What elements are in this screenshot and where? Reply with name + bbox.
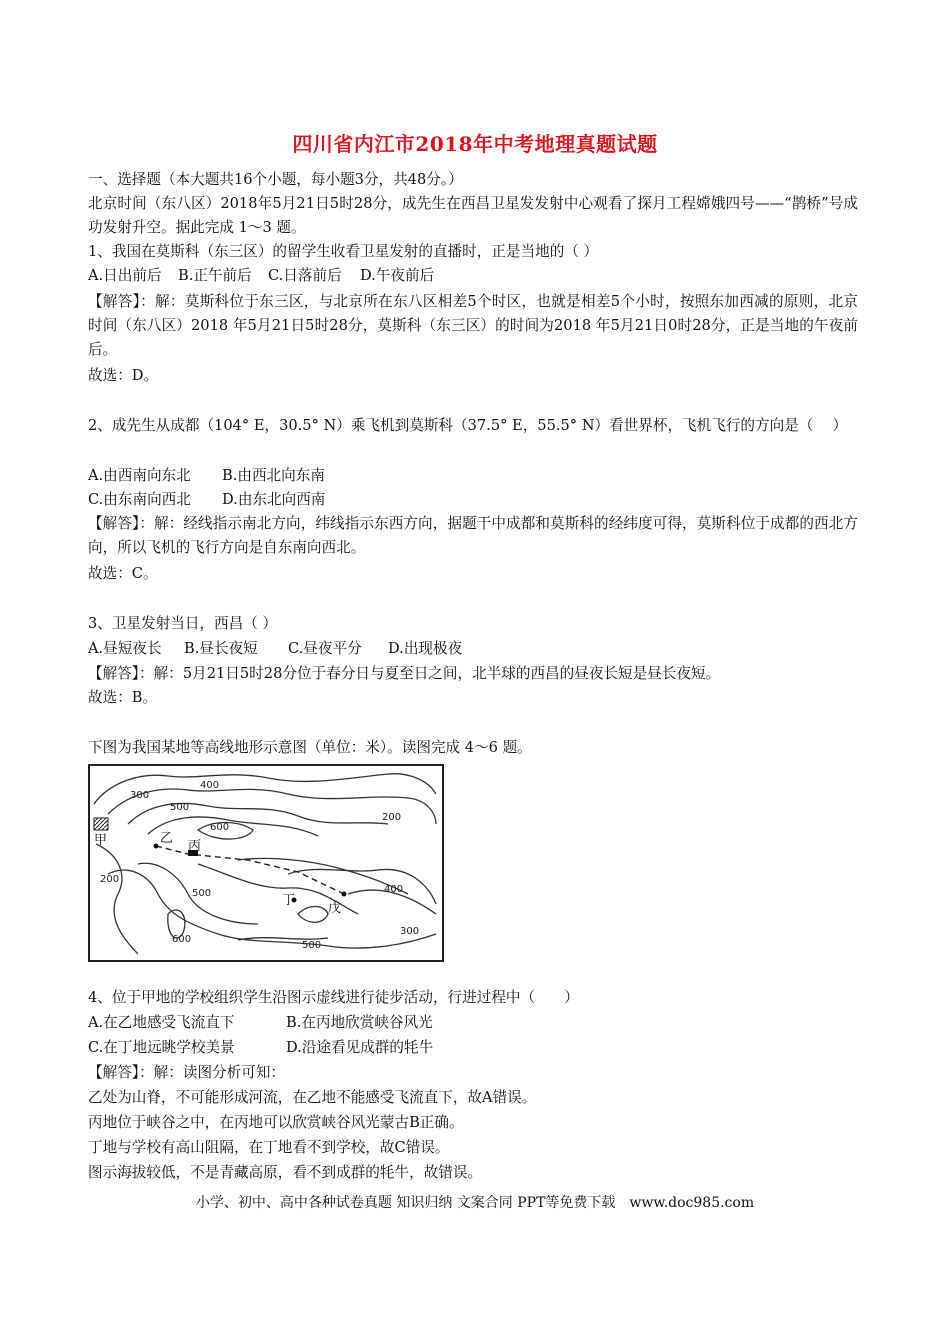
question-4-options-row-1 <box>88 1011 858 1035</box>
option-c: C.昼夜平分 <box>288 640 362 657</box>
analysis-line: 丁地与学校有高山阻隔，在丁地看不到学校，故C错误。 <box>88 1139 450 1156</box>
label-jia: 甲 <box>94 833 108 848</box>
question-3-stem: 3、卫星发射当日，西昌（ ） <box>88 615 278 632</box>
question-1-stem: 1、我国在莫斯科（东三区）的留学生收看卫星发射的直播时，正是当地的（ ） <box>88 243 599 260</box>
intro-paragraph-1: 北京时间（东八区）2018年5月21日5时28分，成先生在西昌卫星发发射中心观看了探月工程嫦娥四号——“鹊桥”号成功发射升空。据此完成 1～3 题。 <box>88 195 858 236</box>
contour-label: 600 <box>210 822 230 833</box>
question-2-choice: 故选：C。 <box>88 565 158 582</box>
contour-label: 400 <box>384 884 404 895</box>
option-d: D.由东北向西南 <box>222 491 326 508</box>
option-a: A.日出前后 <box>88 267 162 284</box>
label-yi: 乙 <box>160 831 174 846</box>
point-wu-marker <box>342 892 347 897</box>
question-3-choice: 故选：B。 <box>88 689 158 706</box>
question-2-stem: 2、成先生从成都（104° E，30.5° N）乘飞机到莫斯科（37.5° E，55.5° N）看世界杯，飞机飞行的方向是（ ） <box>88 417 848 434</box>
contour-label: 200 <box>382 812 402 823</box>
contour-label: 500 <box>302 940 322 951</box>
question-1-options <box>88 264 858 288</box>
contour-label: 500 <box>192 888 212 899</box>
page-title: 四川省内江市2018年中考地理真题试题 <box>292 132 658 156</box>
label-ding: 丁 <box>282 893 296 908</box>
option-a: A.在乙地感受飞流直下 <box>88 1014 235 1031</box>
option-b: B.在丙地欣赏峡谷风光 <box>286 1014 433 1031</box>
point-yi-marker <box>154 844 159 849</box>
question-4-answer-head: 【解答】：解：读图分析可知： <box>88 1064 286 1081</box>
question-3-answer: 【解答】：解：5月21日5时28分位于春分日与夏至日之间，北半球的西昌的昼夜长短是昼长夜短。 <box>88 665 721 682</box>
option-b: B.正午前后 <box>178 267 252 284</box>
contour-label: 600 <box>172 934 192 945</box>
analysis-line: 乙处为山脊，不可能形成河流，在乙地不能感受飞流直下，故A错误。 <box>88 1089 537 1106</box>
question-4-options-row-2 <box>88 1036 858 1060</box>
analysis-line: 丙地位于峡谷之中，在丙地可以欣赏峡谷风光蒙古B正确。 <box>88 1114 464 1131</box>
option-c: C.在丁地远眺学校美景 <box>88 1039 235 1056</box>
question-3-options <box>88 637 858 661</box>
contour-map <box>88 764 444 962</box>
contour-label: 300 <box>130 790 150 801</box>
question-1-answer: 【解答】：解：莫斯科位于东三区，与北京所在东八区相差5个时区，也就是相差5个小时，按照东加西减的原则，北京时间（东八区）2018 年5月21日5时28分，莫斯科（东三区）的时间为2018 年5月21日0时28分，正是当地的午夜前后。 <box>88 293 858 358</box>
option-b: B.昼长夜短 <box>184 640 258 657</box>
option-a: A.昼短夜长 <box>88 640 162 657</box>
contour-label: 200 <box>100 874 120 885</box>
option-d: D.出现极夜 <box>388 640 463 657</box>
contour-label: 400 <box>200 780 220 791</box>
school-marker <box>94 818 108 830</box>
option-d: D.沿途看见成群的牦牛 <box>286 1039 434 1056</box>
intro-paragraph-2: 下图为我国某地等高线地形示意图（单位：米）。读图完成 4～6 题。 <box>88 739 532 756</box>
page-footer: 小学、初中、高中各种试卷真题 知识归纳 文案合同 PPT等免费下载 www.doc985.com <box>195 1195 755 1211</box>
question-2-options-row-1 <box>88 464 858 488</box>
analysis-line: 图示海拔较低，不是青藏高原，看不到成群的牦牛，故错误。 <box>88 1164 483 1181</box>
question-2-answer: 【解答】：解：经线指示南北方向，纬线指示东西方向，据题干中成都和莫斯科的经纬度可得，莫斯科位于成都的西北方向，所以飞机的飞行方向是自东南向西北。 <box>88 515 858 556</box>
contour-label: 500 <box>170 802 190 813</box>
option-c: C.由东南向西北 <box>88 491 191 508</box>
label-bing: 丙 <box>188 839 202 854</box>
section-heading: 一、选择题（本大题共16个小题，每小题3分，共48分。） <box>88 171 463 188</box>
option-d: D.午夜前后 <box>360 267 435 284</box>
question-2-options-row-2 <box>88 488 858 512</box>
question-1-choice: 故选：D。 <box>88 367 159 384</box>
label-wu: 戊 <box>328 901 342 916</box>
contour-label: 300 <box>400 926 420 937</box>
option-a: A.由西南向东北 <box>88 467 191 484</box>
option-c: C.日落前后 <box>268 267 342 284</box>
question-4-stem: 4、位于甲地的学校组织学生沿图示虚线进行徒步活动，行进过程中（ ） <box>88 989 579 1006</box>
option-b: B.由西北向东南 <box>222 467 325 484</box>
